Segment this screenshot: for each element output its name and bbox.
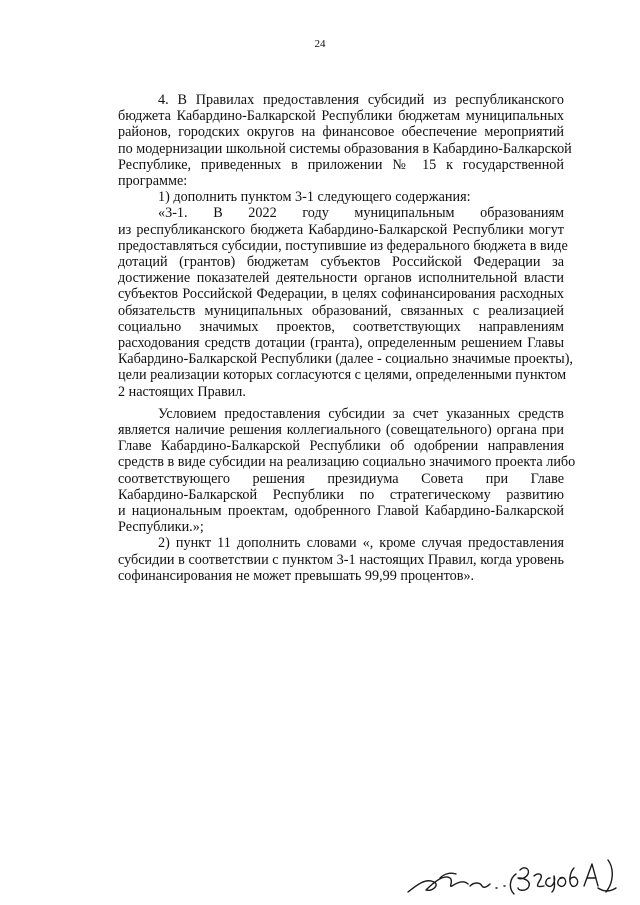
paragraph-5 — [78, 535, 564, 584]
text-line: из республиканского бюджета Кабардино-Балкарской Республики могут — [118, 221, 564, 238]
page-number: 24 — [314, 38, 326, 50]
paragraph-4 — [78, 405, 576, 536]
text-line: достижение показателей деятельности органов исполнительной власти — [118, 270, 564, 287]
paragraph-2 — [78, 189, 564, 205]
text-line: соответствующего решения президиума Совета при Главе — [118, 470, 564, 487]
text-line: Главе Кабардино-Балкарской Республики об одобрении направления — [118, 438, 564, 455]
text-line: «3-1. В 2022 году муниципальным образованиям — [158, 205, 564, 222]
handwritten-signature — [404, 848, 624, 898]
text-line: субсидии в соответствии с пунктом 3-1 настоящих Правил, когда уровень — [118, 551, 564, 568]
text-line: бюджета Кабардино-Балкарской Республики бюджетам муниципальных — [118, 108, 564, 125]
text-line: социально значимых проектов, соответствующих направлениям — [118, 318, 564, 335]
text-line: Кабардино-Балкарской Республики (далее - социально значимые проекты), — [118, 351, 573, 368]
text-line: Кабардино-Балкарской Республики по стратегическому развитию — [118, 486, 564, 503]
text-line: и национальным проектам, одобренного Главой Кабардино-Балкарской — [118, 503, 564, 520]
text-line: Условием предоставления субсидии за счет указанных средств — [158, 405, 564, 422]
text-line: предоставляться субсидии, поступившие из федерального бюджета в виде — [118, 237, 568, 254]
paragraph-1 — [78, 92, 572, 190]
text-line: расходования средств дотации (гранта), определенным решением Главы — [118, 335, 564, 352]
paragraph-3 — [78, 205, 573, 400]
text-line: 2 настоящих Правил. — [118, 383, 246, 400]
text-line: софинансирования не может превышать 99,99 процентов». — [118, 567, 475, 584]
text-line: является наличие решения коллегиального (совещательного) органа при — [118, 422, 564, 439]
text-line: по модернизации школьной системы образования в Кабардино-Балкарской — [118, 140, 572, 157]
text-line: субъектов Российской Федерации, в целях софинансирования расходных — [118, 286, 564, 303]
text-line: 1) дополнить пунктом 3-1 следующего содержания: — [158, 189, 471, 206]
text-line: 4. В Правилах предоставления субсидий из республиканского — [158, 92, 564, 108]
text-line: программе: — [118, 173, 188, 190]
text-line: дотаций (грантов) бюджетам субъектов Российской Федерации за — [118, 254, 564, 271]
text-line: районов, городских округов на финансовое обеспечение мероприятий — [118, 124, 564, 141]
document-body — [78, 92, 576, 584]
text-line: Республике, приведенных в приложении № 15 к государственной — [118, 156, 564, 173]
text-line: обязательств муниципальных образований, связанных с реализацией — [118, 302, 564, 319]
text-line: средств в виде субсидии на реализацию социально значимого проекта либо — [118, 454, 576, 471]
text-line: цели реализации которых согласуются с целями, определенными пунктом — [118, 367, 567, 384]
text-line: Республики.»; — [118, 519, 204, 536]
text-line: 2) пункт 11 дополнить словами «, кроме случая предоставления — [158, 535, 564, 552]
